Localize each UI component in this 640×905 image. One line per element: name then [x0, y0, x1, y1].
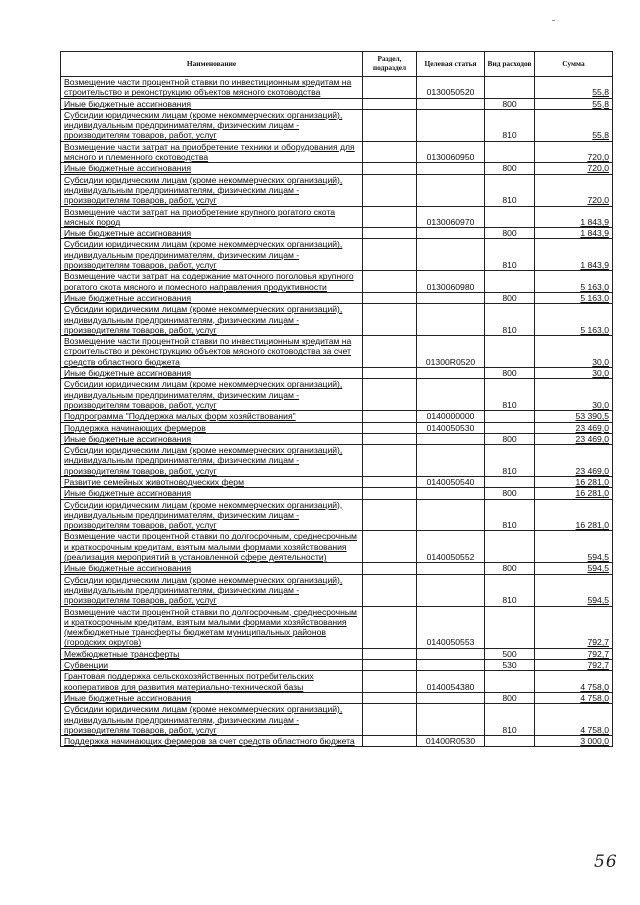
cell-article [417, 109, 485, 141]
cell-article-text: 0140054380 [426, 681, 475, 692]
cell-name [61, 174, 363, 206]
table-row [61, 379, 613, 411]
cell-amount [535, 228, 613, 239]
cell-name [61, 433, 363, 444]
header-name: Наименование [61, 52, 363, 77]
cell-section [363, 660, 417, 671]
cell-amount-text: 30,0 [592, 368, 609, 379]
cell-amount [535, 704, 613, 736]
cell-name [61, 292, 363, 303]
table-row [61, 141, 613, 163]
cell-kind-text: 810 [502, 724, 517, 735]
cell-name-text: Субсидии юридическим лицам (кроме некоммерческих организаций), индивидуальным предпринимателям, физическим лицам - производителям товаров, работ, услуг [64, 239, 343, 271]
table-row [61, 271, 613, 293]
cell-kind-text: 810 [502, 130, 517, 141]
cell-kind-text: 800 [502, 163, 517, 174]
cell-name [61, 336, 363, 368]
cell-amount [535, 531, 613, 563]
cell-section [363, 368, 417, 379]
table-row [61, 648, 613, 659]
cell-name [61, 228, 363, 239]
cell-article-text: 0130060950 [426, 152, 475, 163]
cell-amount-text: 5 163,0 [580, 292, 609, 303]
cell-kind [485, 499, 535, 531]
cell-name-text: Межбюджетные трансферты [64, 648, 180, 659]
cell-amount [535, 411, 613, 422]
cell-article [417, 228, 485, 239]
cell-kind [485, 98, 535, 109]
cell-section [363, 77, 417, 99]
cell-article-text: 01400R0530 [425, 736, 476, 747]
cell-article [417, 606, 485, 648]
cell-amount-text: 4 758,0 [580, 681, 609, 692]
cell-name-text: Возмещение части затрат на содержание маточного поголовья крупного рогатого скота мясного и помесного направления продуктивности [64, 271, 354, 292]
cell-article [417, 671, 485, 693]
cell-section [363, 445, 417, 477]
cell-kind [485, 174, 535, 206]
cell-amount [535, 271, 613, 293]
cell-name [61, 109, 363, 141]
table-row [61, 109, 613, 141]
table-row [61, 563, 613, 574]
cell-name [61, 239, 363, 271]
cell-article [417, 488, 485, 499]
header-kind: Вид расходов [485, 52, 535, 77]
cell-section [363, 648, 417, 659]
cell-kind [485, 141, 535, 163]
cell-amount [535, 163, 613, 174]
cell-amount-text: 53 390,5 [575, 411, 609, 422]
cell-article-text: 0130060980 [426, 281, 475, 292]
cell-section [363, 563, 417, 574]
cell-kind [485, 563, 535, 574]
cell-name [61, 563, 363, 574]
cell-name-text: Субсидии юридическим лицам (кроме некоммерческих организаций), индивидуальным предпринимателям, физическим лицам - производителям товаров, работ, услуг [64, 109, 343, 141]
cell-name [61, 368, 363, 379]
cell-amount-text: 55,8 [592, 87, 609, 98]
cell-article [417, 531, 485, 563]
cell-article [417, 141, 485, 163]
cell-section [363, 174, 417, 206]
cell-name-text: Возмещение части процентной ставки по долгосрочным, среднесрочным и краткосрочным кредитам, взятым малыми формами хозяйствования (межбюджетные трансферты бюджетам муниципальных районов (городских округов) [64, 606, 357, 648]
cell-section [363, 488, 417, 499]
table-row [61, 206, 613, 228]
cell-kind [485, 488, 535, 499]
cell-section [363, 292, 417, 303]
table-row [61, 292, 613, 303]
cell-name-text: Субсидии юридическим лицам (кроме некоммерческих организаций), индивидуальным предпринимателям, физическим лицам - производителям товаров, работ, услуг [64, 379, 343, 410]
cell-kind [485, 163, 535, 174]
cell-kind-text: 500 [502, 648, 517, 659]
table-row [61, 174, 613, 206]
table-row [61, 239, 613, 271]
cell-amount [535, 606, 613, 648]
cell-kind-text: 800 [502, 692, 517, 703]
cell-amount-text: 792,7 [587, 637, 609, 648]
cell-amount-text: 1 843,9 [580, 228, 609, 239]
cell-name-text: Субсидии юридическим лицам (кроме некоммерческих организаций), индивидуальным предпринимателям, физическим лицам - производителям товаров, работ, услуг [64, 499, 343, 531]
cell-amount [535, 422, 613, 433]
cell-kind-text: 800 [502, 228, 517, 239]
header-section: Раздел, подраздел [363, 52, 417, 77]
cell-amount-text: 30,0 [592, 356, 609, 367]
cell-amount [535, 206, 613, 228]
table-row [61, 304, 613, 336]
table-row [61, 660, 613, 671]
cell-name [61, 648, 363, 659]
cell-amount-text: 23 469,0 [575, 465, 609, 476]
cell-name [61, 379, 363, 411]
cell-section [363, 433, 417, 444]
cell-name-text: Иные бюджетные ассигнования [64, 228, 192, 239]
cell-section [363, 531, 417, 563]
cell-name [61, 206, 363, 228]
table-row [61, 499, 613, 531]
header-amount: Сумма [535, 52, 613, 77]
cell-name [61, 422, 363, 433]
cell-amount [535, 692, 613, 703]
cell-kind [485, 77, 535, 99]
cell-name [61, 445, 363, 477]
cell-amount-text: 3 000,0 [580, 736, 609, 747]
cell-name-text: Возмещение части затрат на приобретение крупного рогатого скота мясных пород [64, 206, 336, 227]
table-row [61, 433, 613, 444]
cell-amount-text: 55,8 [592, 130, 609, 141]
cell-section [363, 304, 417, 336]
cell-article-text: 0140050530 [426, 422, 475, 433]
cell-name [61, 411, 363, 422]
cell-kind-text: 810 [502, 260, 517, 271]
table-row [61, 671, 613, 693]
cell-article [417, 77, 485, 99]
cell-amount-text: 594,5 [587, 552, 609, 563]
cell-section [363, 206, 417, 228]
cell-amount [535, 379, 613, 411]
cell-amount-text: 720,0 [587, 152, 609, 163]
cell-kind [485, 292, 535, 303]
cell-article [417, 476, 485, 487]
cell-kind [485, 239, 535, 271]
cell-kind-text: 800 [502, 488, 517, 499]
cell-name-text: Субсидии юридическим лицам (кроме некоммерческих организаций), индивидуальным предпринимателям, физическим лицам - производителям товаров, работ, услуг [64, 445, 343, 476]
cell-kind [485, 379, 535, 411]
cell-kind-text: 800 [502, 563, 517, 574]
table-row [61, 98, 613, 109]
cell-kind-text: 810 [502, 195, 517, 206]
cell-amount [535, 77, 613, 99]
cell-amount-text: 792,7 [587, 660, 609, 671]
cell-article [417, 445, 485, 477]
cell-kind-text: 530 [502, 660, 517, 671]
cell-section [363, 271, 417, 293]
table-row [61, 606, 613, 648]
cell-section [363, 704, 417, 736]
cell-name [61, 704, 363, 736]
cell-kind [485, 671, 535, 693]
cell-amount-text: 30,0 [592, 399, 609, 410]
cell-section [363, 411, 417, 422]
cell-name-text: Иные бюджетные ассигнования [64, 433, 192, 444]
cell-kind [485, 606, 535, 648]
cell-article [417, 422, 485, 433]
cell-name [61, 499, 363, 531]
table-row [61, 411, 613, 422]
cell-amount-text: 16 281,0 [575, 520, 609, 531]
cell-kind [485, 368, 535, 379]
table-row [61, 736, 613, 747]
cell-amount [535, 660, 613, 671]
cell-name [61, 692, 363, 703]
cell-amount [535, 445, 613, 477]
cell-section [363, 379, 417, 411]
cell-amount [535, 736, 613, 747]
cell-section [363, 228, 417, 239]
cell-name-text: Иные бюджетные ассигнования [64, 563, 192, 574]
cell-kind [485, 411, 535, 422]
cell-kind [485, 736, 535, 747]
cell-article [417, 292, 485, 303]
cell-amount-text: 720,0 [587, 195, 609, 206]
cell-kind [485, 422, 535, 433]
table-body [61, 77, 613, 747]
cell-article [417, 304, 485, 336]
cell-article-text: 0140000000 [426, 411, 475, 422]
cell-name [61, 304, 363, 336]
cell-article-text: 0130060970 [426, 216, 475, 227]
cell-article-text: 0130050520 [426, 87, 475, 98]
cell-kind [485, 531, 535, 563]
cell-kind [485, 433, 535, 444]
table-row [61, 704, 613, 736]
cell-amount-text: 792,7 [587, 648, 609, 659]
table-row [61, 445, 613, 477]
cell-section [363, 422, 417, 433]
cell-amount-text: 5 163,0 [580, 281, 609, 292]
table-row [61, 488, 613, 499]
cell-name-text: Возмещение части процентной ставки по долгосрочным, среднесрочным и краткосрочным кредитам, взятым малыми формами хозяйствования (реализация мероприятий в установленной сфере деятельности) [64, 531, 357, 563]
cell-kind [485, 109, 535, 141]
table-row [61, 163, 613, 174]
cell-kind [485, 206, 535, 228]
table-row [61, 77, 613, 99]
cell-kind-text: 800 [502, 98, 517, 109]
cell-article [417, 648, 485, 659]
cell-article [417, 239, 485, 271]
cell-amount [535, 488, 613, 499]
table-row [61, 368, 613, 379]
cell-kind [485, 336, 535, 368]
cell-amount-text: 594,5 [587, 563, 609, 574]
cell-amount [535, 336, 613, 368]
cell-name-text: Субсидии юридическим лицам (кроме некоммерческих организаций), индивидуальным предпринимателям, физическим лицам - производителям товаров, работ, услуг [64, 574, 343, 606]
cell-amount-text: 16 281,0 [575, 488, 609, 499]
cell-kind-text: 800 [502, 368, 517, 379]
cell-name-text: Иные бюджетные ассигнования [64, 488, 192, 499]
cell-article [417, 98, 485, 109]
cell-section [363, 239, 417, 271]
budget-table [60, 51, 613, 747]
cell-name [61, 574, 363, 606]
table-row [61, 476, 613, 487]
cell-kind-text: 810 [502, 399, 517, 410]
cell-kind [485, 445, 535, 477]
cell-amount [535, 239, 613, 271]
cell-article [417, 563, 485, 574]
cell-section [363, 98, 417, 109]
cell-article [417, 163, 485, 174]
cell-kind-text: 810 [502, 595, 517, 606]
cell-section [363, 141, 417, 163]
cell-amount-text: 1 843,9 [580, 260, 609, 271]
table-row [61, 531, 613, 563]
cell-article [417, 433, 485, 444]
page-number: 56 [594, 852, 618, 872]
cell-amount [535, 98, 613, 109]
cell-amount-text: 5 163,0 [580, 324, 609, 335]
cell-kind-text: 810 [502, 520, 517, 531]
cell-kind [485, 304, 535, 336]
cell-article-text: 01300R0520 [425, 356, 476, 367]
cell-amount [535, 671, 613, 693]
cell-amount-text: 1 843,9 [580, 216, 609, 227]
table-row [61, 422, 613, 433]
table-row [61, 228, 613, 239]
cell-article [417, 271, 485, 293]
cell-name [61, 660, 363, 671]
cell-name [61, 141, 363, 163]
cell-amount [535, 574, 613, 606]
cell-name-text: Иные бюджетные ассигнования [64, 98, 192, 109]
cell-amount-text: 4 758,0 [580, 692, 609, 703]
cell-article [417, 704, 485, 736]
cell-kind [485, 271, 535, 293]
cell-name-text: Субсидии юридическим лицам (кроме некоммерческих организаций), индивидуальным предпринимателям, физическим лицам - производителям товаров, работ, услуг [64, 304, 343, 335]
cell-kind-text: 810 [502, 465, 517, 476]
cell-name-text: Субвенции [64, 660, 109, 671]
cell-section [363, 736, 417, 747]
cell-name [61, 163, 363, 174]
cell-name-text: Возмещение части процентной ставки по инвестиционным кредитам на строительство и реконструкцию объектов мясного скотоводства [64, 77, 352, 98]
cell-name-text: Иные бюджетные ассигнования [64, 163, 192, 174]
cell-name-text: Возмещение части затрат на приобретение техники и оборудования для мясного и племенного скотоводства [64, 141, 355, 163]
budget-document [60, 51, 612, 747]
cell-amount-text: 4 758,0 [580, 724, 609, 735]
table-header-row [61, 52, 613, 77]
cell-amount-text: 23 469,0 [575, 433, 609, 444]
cell-amount [535, 174, 613, 206]
header-article: Целевая статья [417, 52, 485, 77]
cell-article [417, 174, 485, 206]
cell-section [363, 692, 417, 703]
cell-section [363, 163, 417, 174]
cell-name [61, 476, 363, 487]
scan-mark [552, 20, 555, 21]
cell-section [363, 671, 417, 693]
cell-section [363, 109, 417, 141]
cell-amount [535, 304, 613, 336]
cell-section [363, 499, 417, 531]
cell-name [61, 671, 363, 693]
cell-amount [535, 476, 613, 487]
cell-kind [485, 574, 535, 606]
table-row [61, 692, 613, 703]
table-row [61, 336, 613, 368]
cell-article [417, 411, 485, 422]
cell-section [363, 336, 417, 368]
cell-amount-text: 55,8 [592, 98, 609, 109]
cell-article [417, 574, 485, 606]
cell-amount [535, 292, 613, 303]
cell-name [61, 531, 363, 563]
cell-article-text: 0140050540 [426, 476, 475, 487]
cell-amount [535, 563, 613, 574]
cell-article [417, 336, 485, 368]
cell-amount [535, 141, 613, 163]
cell-amount [535, 109, 613, 141]
cell-name-text: Иные бюджетные ассигнования [64, 692, 192, 703]
cell-kind [485, 660, 535, 671]
cell-name [61, 98, 363, 109]
cell-amount-text: 720,0 [587, 163, 609, 174]
cell-name [61, 77, 363, 99]
cell-kind [485, 476, 535, 487]
cell-kind [485, 648, 535, 659]
cell-article [417, 206, 485, 228]
table-row [61, 574, 613, 606]
cell-kind [485, 692, 535, 703]
cell-article [417, 499, 485, 531]
cell-name-text: Иные бюджетные ассигнования [64, 292, 192, 303]
cell-amount-text: 16 281,0 [575, 476, 609, 487]
cell-name-text: Поддержка начинающих фермеров [64, 422, 206, 433]
cell-article [417, 692, 485, 703]
cell-name-text: Субсидии юридическим лицам (кроме некоммерческих организаций), индивидуальным предпринимателям, физическим лицам - производителям товаров, работ, услуг [64, 174, 343, 206]
cell-section [363, 476, 417, 487]
cell-article [417, 379, 485, 411]
cell-name-text: Развитие семейных животноводческих ферм [64, 476, 244, 487]
cell-kind-text: 800 [502, 292, 517, 303]
cell-article-text: 0140050552 [426, 552, 475, 563]
cell-amount-text: 594,5 [587, 595, 609, 606]
cell-article [417, 736, 485, 747]
cell-amount [535, 433, 613, 444]
cell-name-text: Субсидии юридическим лицам (кроме некоммерческих организаций), индивидуальным предпринимателям, физическим лицам - производителям товаров, работ, услуг [64, 704, 343, 735]
cell-kind [485, 704, 535, 736]
cell-name-text: Подпрограмма "Поддержка малых форм хозяйствования" [64, 411, 296, 422]
cell-section [363, 606, 417, 648]
cell-kind-text: 800 [502, 433, 517, 444]
cell-amount [535, 648, 613, 659]
cell-amount [535, 368, 613, 379]
cell-name-text: Грантовая поддержка сельскохозяйственных потребительских кооперативов для развития материально-технической базы [64, 671, 314, 692]
cell-name [61, 606, 363, 648]
cell-name-text: Иные бюджетные ассигнования [64, 368, 192, 379]
cell-name-text: Возмещение части процентной ставки по инвестиционным кредитам на строительство и реконструкцию объектов мясного скотоводства за счет средств областного бюджета [64, 336, 352, 367]
cell-kind-text: 810 [502, 324, 517, 335]
cell-section [363, 574, 417, 606]
cell-name [61, 271, 363, 293]
cell-article [417, 368, 485, 379]
cell-name [61, 488, 363, 499]
cell-amount-text: 23 469,0 [575, 422, 609, 433]
cell-article-text: 0140050553 [426, 637, 475, 648]
cell-amount [535, 499, 613, 531]
cell-article [417, 660, 485, 671]
cell-name [61, 736, 363, 747]
cell-name-text: Поддержка начинающих фермеров за счет средств областного бюджета [64, 736, 355, 747]
cell-kind [485, 228, 535, 239]
